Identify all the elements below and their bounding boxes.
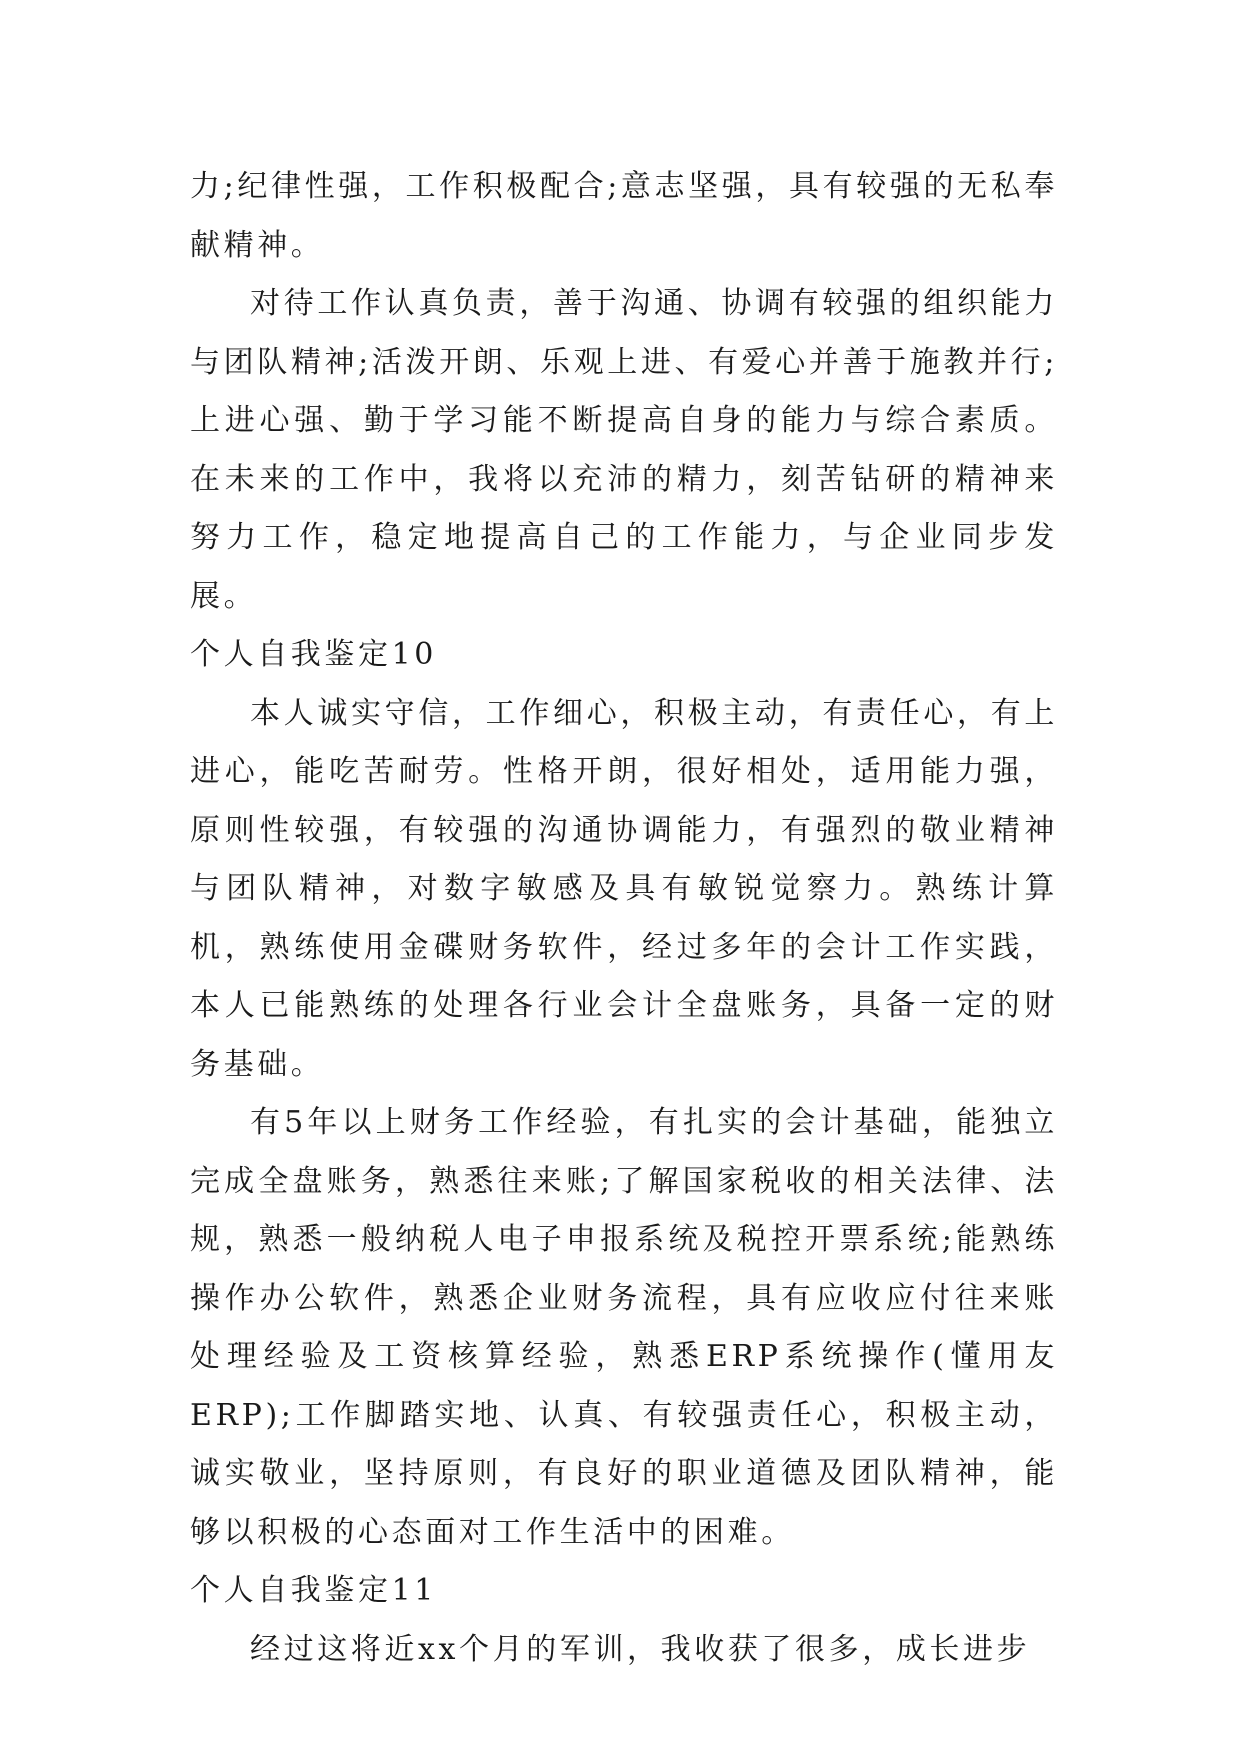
paragraph: 经过这将近xx个月的军训，我收获了很多，成长进步 xyxy=(250,1631,1031,1667)
paragraph: 有5年以上财务工作经验，有扎实的会计基础，能独立完成全盘账务，熟悉往来账;了解国家税收的相关法律、法规，熟悉一般纳税人电子申报系统及税控开票系统;能熟练操作办公软件，熟悉企业财务流程，具有应收应付往来账处理经验及工资核算经验，熟悉ERP系统操作(懂用友ERP);工作脚踏实地、认真、有较强责任心，积极主动，诚实敬业，坚持原则，有良好的职业道德及团队精神，能够以积极的心态面对工作生活中的困难。 xyxy=(190,1105,1058,1550)
paragraph-continued: 力;纪律性强，工作积极配合;意志坚强，具有较强的无私奉献精神。 xyxy=(190,169,1058,263)
document-page xyxy=(190,158,1058,1679)
paragraph: 对待工作认真负责，善于沟通、协调有较强的组织能力与团队精神;活泼开朗、乐观上进、有爱心并善于施教并行;上进心强、勤于学习能不断提高自身的能力与综合素质。在未来的工作中，我将以充沛的精力，刻苦钻研的精神来努力工作，稳定地提高自己的工作能力，与企业同步发展。 xyxy=(190,286,1058,614)
paragraph: 本人诚实守信，工作细心，积极主动，有责任心，有上进心，能吃苦耐劳。性格开朗，很好相处，适用能力强，原则性较强，有较强的沟通协调能力，有强烈的敬业精神与团队精神，对数字敏感及具有敏锐觉察力。熟练计算机，熟练使用金碟财务软件，经过多年的会计工作实践，本人已能熟练的处理各行业会计全盘账务，具备一定的财务基础。 xyxy=(190,695,1058,1082)
section-heading: 个人自我鉴定10 xyxy=(190,637,437,672)
section-heading: 个人自我鉴定11 xyxy=(190,1573,437,1608)
